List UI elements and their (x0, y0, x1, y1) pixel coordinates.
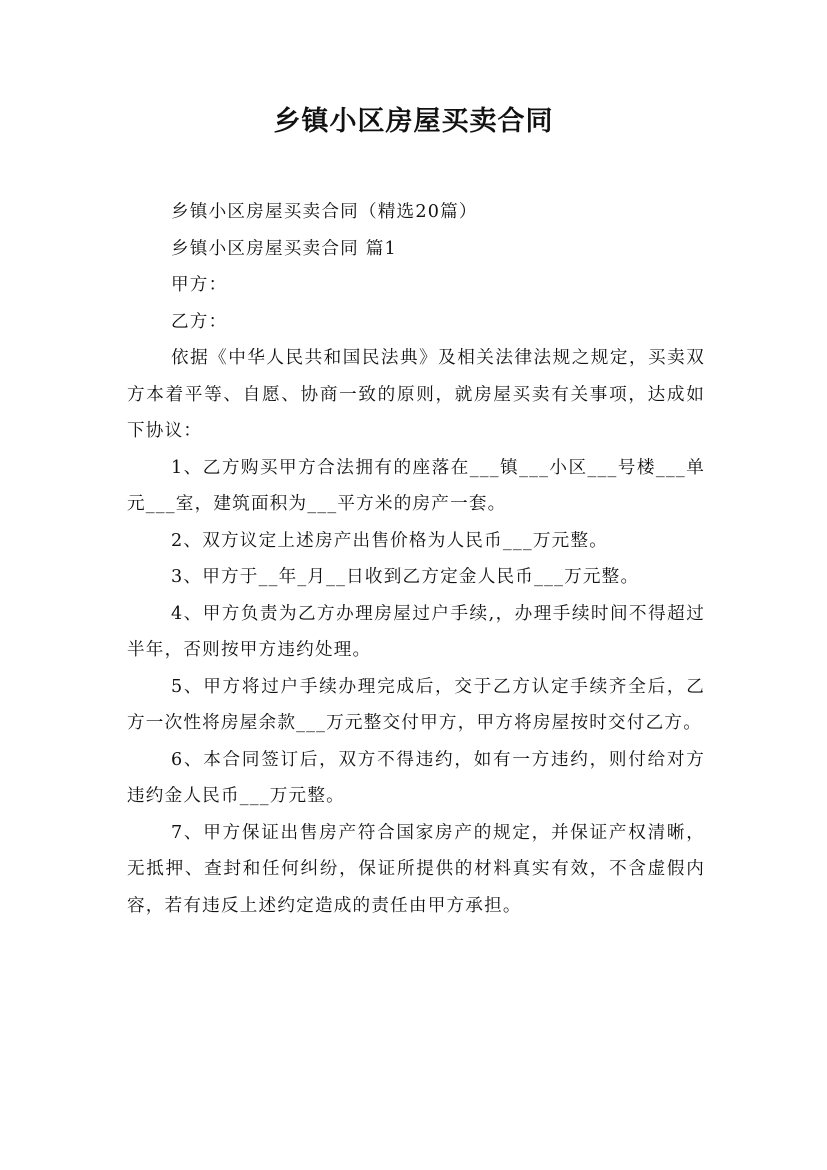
clause-7: 7、甲方保证出售房产符合国家房产的规定，并保证产权清晰，无抵押、查封和任何纠纷，保证所提供的材料真实有效，不含虚假内容，若有违反上述约定造成的责任由甲方承担。 (127, 822, 705, 916)
paragraph-party-a: 甲方： (171, 275, 228, 295)
paragraph-preamble: 依据《中华人民共和国民法典》及相关法律法规之规定，买卖双方本着平等、自愿、协商一致的原则，就房屋买卖有关事项，达成如下协议： (127, 348, 705, 441)
document-title: 乡镇小区房屋买卖合同 (273, 106, 554, 137)
paragraph-section-heading: 乡镇小区房屋买卖合同 篇1 (171, 238, 397, 259)
clause-2: 2、双方议定上述房产出售价格为人民币___万元整。 (171, 530, 609, 551)
paragraph-party-b: 乙方： (171, 311, 228, 332)
clause-3: 3、甲方于__年_月__日收到乙方定金人民币___万元整。 (171, 567, 640, 587)
document-body (127, 194, 705, 924)
clause-4: 4、甲方负责为乙方办理房屋过户手续,，办理手续时间不得超过半年，否则按甲方违约处理。 (127, 603, 705, 660)
clause-6: 6、本合同签订后，双方不得违约，如有一方违约，则付给对方违约金人民币___万元整。 (127, 749, 705, 806)
paragraph-subtitle: 乡镇小区房屋买卖合同（精选20篇） (171, 202, 478, 222)
clause-5: 5、甲方将过户手续办理完成后，交于乙方认定手续齐全后，乙方一次性将房屋余款___万元整交付甲方，甲方将房屋按时交付乙方。 (127, 676, 705, 733)
clause-1: 1、乙方购买甲方合法拥有的座落在___镇___小区___号楼___单元___室，建筑面积为___平方米的房产一套。 (127, 457, 705, 514)
